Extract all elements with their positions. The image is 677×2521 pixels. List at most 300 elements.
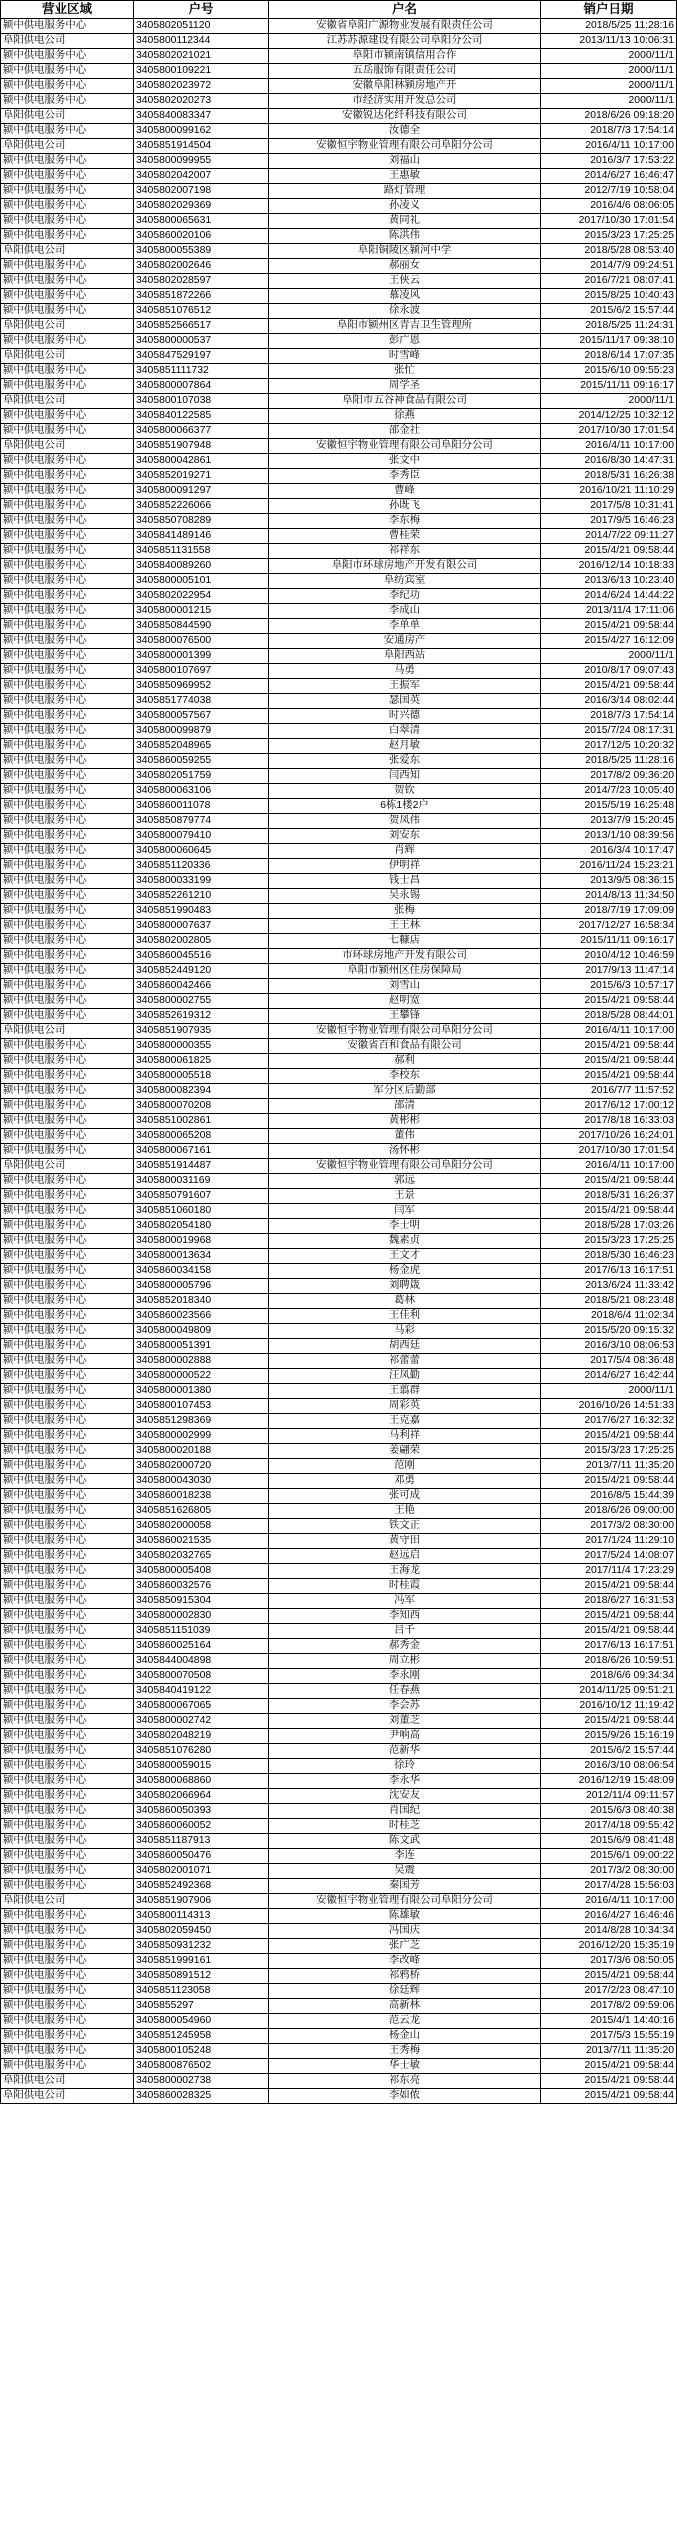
table-row — [1, 1399, 677, 1414]
cell-account-number: 3405852449120 — [134, 964, 269, 979]
cell-region: 颍中供电服务中心 — [1, 1909, 134, 1924]
cell-closure-date: 2016/12/14 10:18:33 — [541, 559, 677, 574]
cell-closure-date: 2016/12/20 15:35:19 — [541, 1939, 677, 1954]
cell-account-name: 彭广恩 — [269, 334, 541, 349]
cell-account-number: 3405802048219 — [134, 1729, 269, 1744]
cell-account-number: 3405800068860 — [134, 1774, 269, 1789]
cell-account-number: 3405850791607 — [134, 1189, 269, 1204]
cell-account-number: 3405800109221 — [134, 64, 269, 79]
table-row — [1, 1864, 677, 1879]
cell-account-name: 安通房产 — [269, 634, 541, 649]
cell-region: 颍中供电服务中心 — [1, 289, 134, 304]
cell-closure-date: 2015/4/21 09:58:44 — [541, 679, 677, 694]
cell-account-name: 汤怀彬 — [269, 1144, 541, 1159]
cell-account-number: 3405802059450 — [134, 1924, 269, 1939]
cell-closure-date: 2015/11/11 09:16:17 — [541, 379, 677, 394]
cell-region: 颍中供电服务中心 — [1, 1369, 134, 1384]
cell-closure-date: 2015/9/26 15:16:19 — [541, 1729, 677, 1744]
cell-account-number: 3405860032576 — [134, 1579, 269, 1594]
table-row — [1, 544, 677, 559]
cell-closure-date: 2015/4/21 09:58:44 — [541, 1429, 677, 1444]
cell-account-number: 3405851151039 — [134, 1624, 269, 1639]
cell-account-name: 阜阳市五谷神食品有限公司 — [269, 394, 541, 409]
cell-account-number: 3405800043030 — [134, 1474, 269, 1489]
cell-region: 颍中供电服务中心 — [1, 1324, 134, 1339]
cell-closure-date: 2018/5/28 08:44:01 — [541, 1009, 677, 1024]
table-row — [1, 1099, 677, 1114]
cell-closure-date: 2018/5/25 11:28:16 — [541, 19, 677, 34]
cell-account-name: 李永刚 — [269, 1669, 541, 1684]
cell-region: 阜阳供电公司 — [1, 1894, 134, 1909]
cell-account-name: 阜纺宾室 — [269, 574, 541, 589]
cell-region: 颍中供电服务中心 — [1, 1384, 134, 1399]
cell-region: 颍中供电服务中心 — [1, 1969, 134, 1984]
cell-region: 颍中供电服务中心 — [1, 544, 134, 559]
cell-account-name: 王佳利 — [269, 1309, 541, 1324]
cell-account-number: 3405802021021 — [134, 49, 269, 64]
cell-account-name: 铁文正 — [269, 1519, 541, 1534]
cell-account-name: 华士敏 — [269, 2059, 541, 2074]
cell-account-number: 3405800057567 — [134, 709, 269, 724]
cell-closure-date: 2016/3/7 17:53:22 — [541, 154, 677, 169]
table-row — [1, 979, 677, 994]
cell-closure-date: 2015/4/21 09:58:44 — [541, 1579, 677, 1594]
table-row — [1, 664, 677, 679]
cell-account-number: 3405851626805 — [134, 1504, 269, 1519]
table-row — [1, 559, 677, 574]
cell-closure-date: 2015/6/3 10:57:17 — [541, 979, 677, 994]
cell-account-name: 邵金社 — [269, 424, 541, 439]
cell-closure-date: 2016/10/21 11:10:29 — [541, 484, 677, 499]
cell-closure-date: 2016/4/11 10:17:00 — [541, 1024, 677, 1039]
cell-account-name: 汪凤勤 — [269, 1369, 541, 1384]
cell-region: 颍中供电服务中心 — [1, 1549, 134, 1564]
cell-region: 颍中供电服务中心 — [1, 1984, 134, 1999]
cell-account-number: 3405860059255 — [134, 754, 269, 769]
cell-region: 颍中供电服务中心 — [1, 1054, 134, 1069]
table-row — [1, 1504, 677, 1519]
cell-region: 颍中供电服务中心 — [1, 19, 134, 34]
table-row — [1, 679, 677, 694]
cell-closure-date: 2017/3/6 08:50:05 — [541, 1954, 677, 1969]
cell-account-number: 3405851907948 — [134, 439, 269, 454]
cell-region: 颍中供电服务中心 — [1, 124, 134, 139]
table-row — [1, 244, 677, 259]
table-row — [1, 1669, 677, 1684]
table-row — [1, 109, 677, 124]
cell-account-number: 3405802000720 — [134, 1459, 269, 1474]
cell-region: 颍中供电服务中心 — [1, 1669, 134, 1684]
cell-region: 颍中供电服务中心 — [1, 1264, 134, 1279]
cell-account-number: 3405802023972 — [134, 79, 269, 94]
cell-account-number: 3405860060052 — [134, 1819, 269, 1834]
cell-region: 颍中供电服务中心 — [1, 1144, 134, 1159]
table-row — [1, 64, 677, 79]
cell-account-number: 3405802054180 — [134, 1219, 269, 1234]
cell-closure-date: 2018/6/4 11:02:34 — [541, 1309, 677, 1324]
cell-account-name: 陈洪伟 — [269, 229, 541, 244]
cell-account-name: 闫军 — [269, 1204, 541, 1219]
cell-account-name: 马利祥 — [269, 1429, 541, 1444]
cell-closure-date: 2018/5/28 08:53:40 — [541, 244, 677, 259]
cell-closure-date: 2017/12/5 10:20:32 — [541, 739, 677, 754]
table-row — [1, 319, 677, 334]
table-row — [1, 889, 677, 904]
cell-account-name: 冯军 — [269, 1594, 541, 1609]
cell-account-number: 3405860050476 — [134, 1849, 269, 1864]
cell-closure-date: 2018/6/14 17:07:35 — [541, 349, 677, 364]
cell-account-name: 沈安友 — [269, 1789, 541, 1804]
table-row — [1, 454, 677, 469]
cell-account-name: 李会苏 — [269, 1699, 541, 1714]
cell-account-name: 祁祥东 — [269, 544, 541, 559]
cell-account-number: 3405800002999 — [134, 1429, 269, 1444]
cell-region: 颍中供电服务中心 — [1, 2044, 134, 2059]
header-row — [1, 1, 677, 19]
cell-region: 阜阳供电公司 — [1, 1024, 134, 1039]
cell-account-name: 周彩英 — [269, 1399, 541, 1414]
cell-account-name: 任春燕 — [269, 1684, 541, 1699]
table-row — [1, 304, 677, 319]
cell-region: 颍中供电服务中心 — [1, 1624, 134, 1639]
table-row — [1, 1294, 677, 1309]
cell-account-number: 3405802051759 — [134, 769, 269, 784]
cell-region: 颍中供电服务中心 — [1, 1339, 134, 1354]
table-row — [1, 199, 677, 214]
table-row — [1, 1069, 677, 1084]
cell-account-name: 时桂霞 — [269, 1579, 541, 1594]
table-row — [1, 409, 677, 424]
cell-account-number: 3405802020273 — [134, 94, 269, 109]
table-row — [1, 784, 677, 799]
table-row — [1, 1594, 677, 1609]
cell-closure-date: 2018/6/27 16:31:53 — [541, 1594, 677, 1609]
cell-region: 颍中供电服务中心 — [1, 1129, 134, 1144]
cell-account-name: 贺凤伟 — [269, 814, 541, 829]
cell-closure-date: 2018/6/26 10:59:51 — [541, 1654, 677, 1669]
cell-account-name: 王克嘉 — [269, 1414, 541, 1429]
cell-account-name: 张广芝 — [269, 1939, 541, 1954]
table-row — [1, 1144, 677, 1159]
cell-closure-date: 2017/6/27 16:32:32 — [541, 1414, 677, 1429]
cell-region: 颍中供电服务中心 — [1, 214, 134, 229]
cell-account-number: 3405802001071 — [134, 1864, 269, 1879]
table-row — [1, 1714, 677, 1729]
cell-closure-date: 2013/7/11 11:35:20 — [541, 1459, 677, 1474]
cell-region: 颍中供电服务中心 — [1, 1594, 134, 1609]
cell-account-name: 时兴德 — [269, 709, 541, 724]
cell-region: 颍中供电服务中心 — [1, 514, 134, 529]
cell-account-name: 阜阳市颍州区住房保障局 — [269, 964, 541, 979]
cell-region: 颍中供电服务中心 — [1, 1744, 134, 1759]
cell-closure-date: 2017/6/13 16:17:51 — [541, 1264, 677, 1279]
table-row — [1, 1174, 677, 1189]
cell-closure-date: 2013/6/13 10:23:40 — [541, 574, 677, 589]
cell-region: 颍中供电服务中心 — [1, 484, 134, 499]
table-row — [1, 859, 677, 874]
cell-account-name: 周学圣 — [269, 379, 541, 394]
cell-account-name: 冯国庆 — [269, 1924, 541, 1939]
table-row — [1, 184, 677, 199]
cell-region: 颍中供电服务中心 — [1, 259, 134, 274]
cell-account-name: 李连 — [269, 1849, 541, 1864]
cell-region: 颍中供电服务中心 — [1, 529, 134, 544]
table-row — [1, 229, 677, 244]
cell-account-number: 3405800000522 — [134, 1369, 269, 1384]
cell-closure-date: 2013/1/10 08:39:56 — [541, 829, 677, 844]
cell-closure-date: 2017/8/18 16:33:03 — [541, 1114, 677, 1129]
cell-closure-date: 2015/6/1 09:00:22 — [541, 1849, 677, 1864]
cell-account-name: 时雪峰 — [269, 349, 541, 364]
cell-account-name: 刘福山 — [269, 154, 541, 169]
table-row — [1, 814, 677, 829]
table-row — [1, 1729, 677, 1744]
cell-region: 颍中供电服务中心 — [1, 799, 134, 814]
cell-account-number: 3405852018340 — [134, 1294, 269, 1309]
cell-account-name: 王文才 — [269, 1249, 541, 1264]
cell-closure-date: 2016/7/7 11:57:52 — [541, 1084, 677, 1099]
cell-closure-date: 2014/6/27 16:42:44 — [541, 1369, 677, 1384]
cell-account-name: 钱士昌 — [269, 874, 541, 889]
cell-closure-date: 2012/7/19 10:58:04 — [541, 184, 677, 199]
cell-account-number: 3405851990483 — [134, 904, 269, 919]
cell-account-name: 葛林 — [269, 1294, 541, 1309]
cell-account-name: 王攀锋 — [269, 1009, 541, 1024]
cell-region: 颍中供电服务中心 — [1, 1234, 134, 1249]
cell-account-number: 3405841489146 — [134, 529, 269, 544]
cell-account-number: 3405855297 — [134, 1999, 269, 2014]
cell-account-number: 3405800049809 — [134, 1324, 269, 1339]
cell-account-name: 高新林 — [269, 1999, 541, 2014]
table-row — [1, 1054, 677, 1069]
table-row — [1, 1744, 677, 1759]
cell-region: 颍中供电服务中心 — [1, 1849, 134, 1864]
cell-region: 颍中供电服务中心 — [1, 754, 134, 769]
cell-region: 颍中供电服务中心 — [1, 739, 134, 754]
cell-region: 颍中供电服务中心 — [1, 1609, 134, 1624]
cell-account-number: 3405800107038 — [134, 394, 269, 409]
cell-account-name: 刘董芝 — [269, 1714, 541, 1729]
cell-account-number: 3405852226066 — [134, 499, 269, 514]
cell-account-number: 3405860025164 — [134, 1639, 269, 1654]
table-row — [1, 1324, 677, 1339]
cell-region: 颍中供电服务中心 — [1, 469, 134, 484]
cell-region: 颍中供电服务中心 — [1, 1249, 134, 1264]
cell-account-number: 3405800005796 — [134, 1279, 269, 1294]
table-row — [1, 334, 677, 349]
cell-closure-date: 2018/5/31 16:26:37 — [541, 1189, 677, 1204]
cell-account-number: 3405800031169 — [134, 1174, 269, 1189]
cell-region: 颍中供电服务中心 — [1, 154, 134, 169]
cell-account-name: 肖国纪 — [269, 1804, 541, 1819]
cell-account-name: 李校东 — [269, 1069, 541, 1084]
cell-account-number: 3405851914504 — [134, 139, 269, 154]
cell-account-name: 姜翩荣 — [269, 1444, 541, 1459]
cell-account-number: 3405800005408 — [134, 1564, 269, 1579]
cell-region: 颍中供电服务中心 — [1, 274, 134, 289]
cell-account-name: 祁东亮 — [269, 2074, 541, 2089]
table-row — [1, 709, 677, 724]
cell-region: 颍中供电服务中心 — [1, 1804, 134, 1819]
cell-region: 颍中供电服务中心 — [1, 1309, 134, 1324]
cell-account-name: 张爱东 — [269, 754, 541, 769]
cell-account-name: 阜阳市颍南镇信用合作 — [269, 49, 541, 64]
cell-closure-date: 2012/11/4 09:11:57 — [541, 1789, 677, 1804]
cell-account-number: 3405851076280 — [134, 1744, 269, 1759]
cell-account-name: 伊明祥 — [269, 859, 541, 874]
cell-account-number: 3405860023566 — [134, 1309, 269, 1324]
cell-account-number: 3405802028597 — [134, 274, 269, 289]
table-row — [1, 499, 677, 514]
cell-closure-date: 2017/5/3 15:55:19 — [541, 2029, 677, 2044]
cell-account-name: 张梅 — [269, 904, 541, 919]
cell-region: 颍中供电服务中心 — [1, 709, 134, 724]
table-row — [1, 1894, 677, 1909]
cell-region: 颍中供电服务中心 — [1, 1789, 134, 1804]
table-row — [1, 1249, 677, 1264]
table-row — [1, 769, 677, 784]
cell-account-number: 3405850879774 — [134, 814, 269, 829]
table-row — [1, 1819, 677, 1834]
cell-account-number: 3405851002861 — [134, 1114, 269, 1129]
cell-closure-date: 2017/11/4 17:23:29 — [541, 1564, 677, 1579]
table-row — [1, 1699, 677, 1714]
cell-account-number: 3405852492368 — [134, 1879, 269, 1894]
table-row — [1, 1924, 677, 1939]
cell-account-number: 3405800020188 — [134, 1444, 269, 1459]
cell-region: 颍中供电服务中心 — [1, 559, 134, 574]
cell-account-number: 3405802007198 — [134, 184, 269, 199]
cell-closure-date: 2016/4/6 08:06:05 — [541, 199, 677, 214]
cell-account-name: 李永华 — [269, 1774, 541, 1789]
cell-account-name: 徐玲 — [269, 1759, 541, 1774]
table-row — [1, 439, 677, 454]
cell-region: 颍中供电服务中心 — [1, 1819, 134, 1834]
cell-account-name: 秦国芳 — [269, 1879, 541, 1894]
cell-region: 颍中供电服务中心 — [1, 1039, 134, 1054]
cell-closure-date: 2016/4/11 10:17:00 — [541, 1894, 677, 1909]
cell-region: 阜阳供电公司 — [1, 2089, 134, 2104]
cell-closure-date: 2015/4/21 09:58:44 — [541, 1069, 677, 1084]
cell-account-name: 邵清 — [269, 1099, 541, 1114]
cell-account-number: 3405800054960 — [134, 2014, 269, 2029]
cell-closure-date: 2015/4/21 09:58:44 — [541, 1969, 677, 1984]
cell-closure-date: 2015/4/21 09:58:44 — [541, 994, 677, 1009]
cell-account-number: 3405800070508 — [134, 1669, 269, 1684]
cell-account-number: 3405800001380 — [134, 1384, 269, 1399]
cell-closure-date: 2000/11/1 — [541, 49, 677, 64]
cell-region: 颍中供电服务中心 — [1, 1579, 134, 1594]
cell-account-name: 魏素贞 — [269, 1234, 541, 1249]
cell-account-number: 3405800059015 — [134, 1759, 269, 1774]
cell-closure-date: 2015/4/1 14:40:16 — [541, 2014, 677, 2029]
cell-region: 颍中供电服务中心 — [1, 1774, 134, 1789]
cell-account-name: 市环球房地产开发有限公司 — [269, 949, 541, 964]
table-row — [1, 94, 677, 109]
cell-account-number: 3405800001399 — [134, 649, 269, 664]
cell-closure-date: 2017/12/27 16:58:34 — [541, 919, 677, 934]
cell-closure-date: 2017/10/30 17:01:54 — [541, 1144, 677, 1159]
cell-closure-date: 2017/4/28 15:56:03 — [541, 1879, 677, 1894]
cell-account-name: 邓勇 — [269, 1474, 541, 1489]
cell-region: 颍中供电服务中心 — [1, 1534, 134, 1549]
table-row — [1, 1369, 677, 1384]
cell-account-number: 3405802066964 — [134, 1789, 269, 1804]
table-row — [1, 1534, 677, 1549]
cell-account-name: 王景 — [269, 1189, 541, 1204]
cell-closure-date: 2000/11/1 — [541, 649, 677, 664]
cell-account-name: 孙既飞 — [269, 499, 541, 514]
cell-account-name: 郝秀金 — [269, 1639, 541, 1654]
cell-closure-date: 2015/4/21 09:58:44 — [541, 1624, 677, 1639]
cell-account-name: 市经济实用开发总公司 — [269, 94, 541, 109]
cell-account-number: 3405802032765 — [134, 1549, 269, 1564]
cell-region: 颍中供电服务中心 — [1, 1399, 134, 1414]
cell-account-name: 阜阳市环球房地产开发有限公司 — [269, 559, 541, 574]
cell-account-name: 安徽阜阳林颍房地产开 — [269, 79, 541, 94]
cell-closure-date: 2014/8/28 10:34:34 — [541, 1924, 677, 1939]
cell-account-number: 3405840122585 — [134, 409, 269, 424]
cell-account-number: 3405850891512 — [134, 1969, 269, 1984]
cell-account-name: 李成山 — [269, 604, 541, 619]
cell-region: 颍中供电服务中心 — [1, 1414, 134, 1429]
cell-account-name: 李知西 — [269, 1609, 541, 1624]
table-row — [1, 1219, 677, 1234]
table-row — [1, 1489, 677, 1504]
table-row — [1, 1354, 677, 1369]
cell-region: 颍中供电服务中心 — [1, 1219, 134, 1234]
cell-region: 颍中供电服务中心 — [1, 334, 134, 349]
table-row — [1, 1129, 677, 1144]
cell-account-name: 徐永波 — [269, 304, 541, 319]
cell-account-number: 3405800070208 — [134, 1099, 269, 1114]
cell-closure-date: 2015/4/27 16:12:09 — [541, 634, 677, 649]
table-row — [1, 1609, 677, 1624]
cell-closure-date: 2018/7/19 17:09:09 — [541, 904, 677, 919]
cell-account-name: 杨金山 — [269, 2029, 541, 2044]
cell-closure-date: 2015/6/2 15:57:44 — [541, 304, 677, 319]
cell-account-name: 范刚 — [269, 1459, 541, 1474]
cell-region: 颍中供电服务中心 — [1, 1489, 134, 1504]
cell-region: 颍中供电服务中心 — [1, 1759, 134, 1774]
cell-account-number: 3405800013634 — [134, 1249, 269, 1264]
cell-account-number: 3405800099955 — [134, 154, 269, 169]
cell-region: 颍中供电服务中心 — [1, 49, 134, 64]
cell-account-name: 王翦群 — [269, 1384, 541, 1399]
cell-region: 颍中供电服务中心 — [1, 769, 134, 784]
table-row — [1, 214, 677, 229]
cell-closure-date: 2013/9/5 08:36:15 — [541, 874, 677, 889]
cell-region: 颍中供电服务中心 — [1, 1084, 134, 1099]
cell-account-name: 李如侬 — [269, 2089, 541, 2104]
cell-closure-date: 2015/3/23 17:25:25 — [541, 1234, 677, 1249]
cell-region: 颍中供电服务中心 — [1, 79, 134, 94]
table-row — [1, 2029, 677, 2044]
cell-account-number: 3405851245958 — [134, 2029, 269, 2044]
cell-account-name: 王侠云 — [269, 274, 541, 289]
cell-region: 颍中供电服务中心 — [1, 379, 134, 394]
cell-closure-date: 2018/7/3 17:54:14 — [541, 124, 677, 139]
cell-region: 阜阳供电公司 — [1, 394, 134, 409]
cell-account-number: 3405840089260 — [134, 559, 269, 574]
cell-region: 颍中供电服务中心 — [1, 1504, 134, 1519]
cell-region: 颍中供电服务中心 — [1, 829, 134, 844]
table-row — [1, 364, 677, 379]
cell-account-number: 3405847529197 — [134, 349, 269, 364]
table-row — [1, 1909, 677, 1924]
cell-account-name: 安徽锐达化纤科技有限公司 — [269, 109, 541, 124]
cell-closure-date: 2010/4/12 10:46:59 — [541, 949, 677, 964]
